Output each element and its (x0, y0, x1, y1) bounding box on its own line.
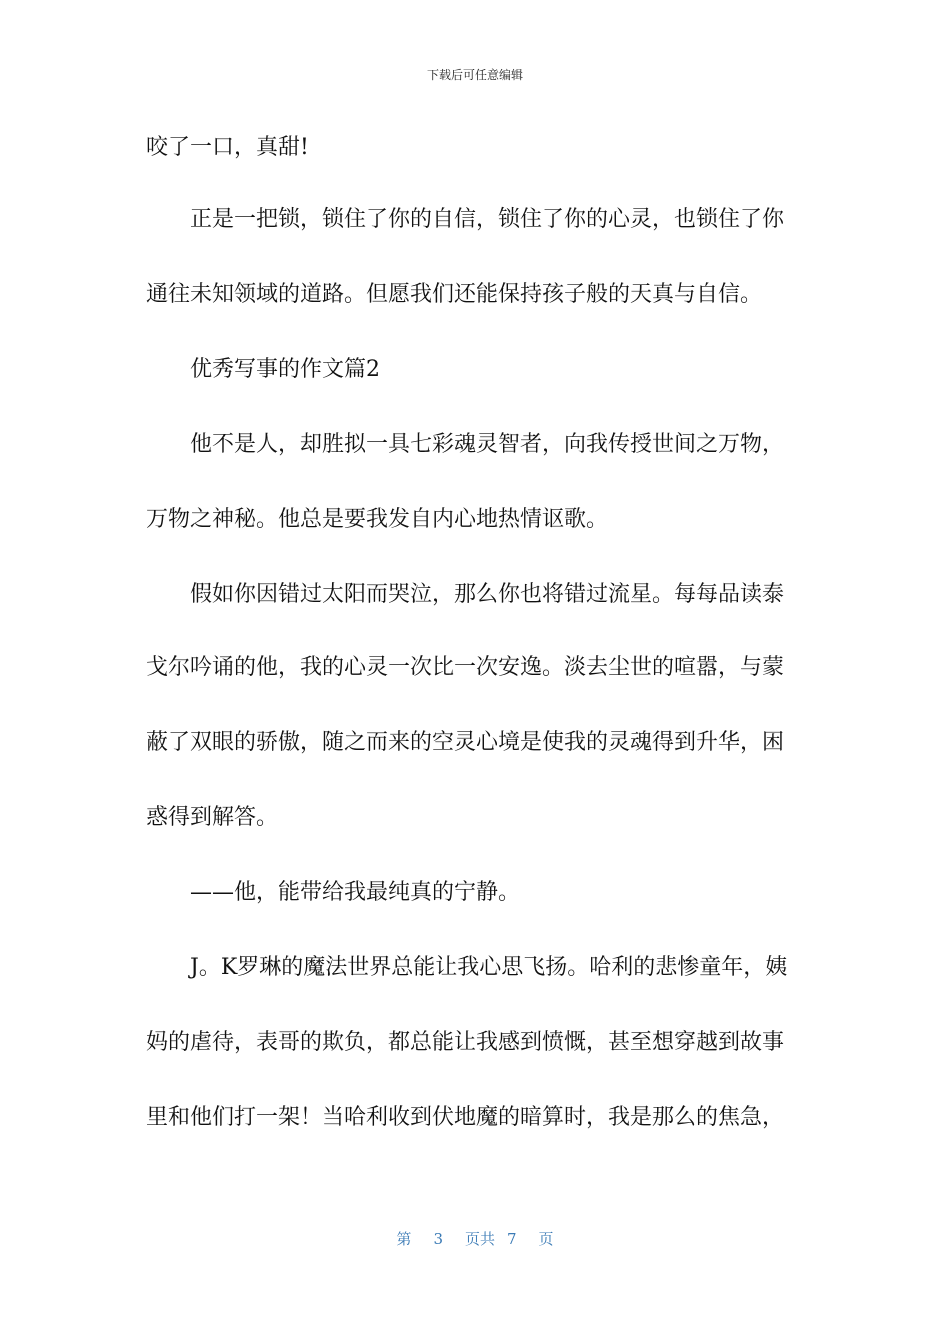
text-line-13: 妈的虐待，表哥的欺负，都总能让我感到愤慨，甚至想穿越到故事 (146, 1030, 785, 1055)
footer-current-page: 3 (433, 1230, 443, 1248)
text-line-3: 通往未知领域的道路。但愿我们还能保持孩子般的天真与自信。 (146, 282, 763, 307)
section-heading: 优秀写事的作文篇2 (190, 357, 380, 382)
text-line-6: 万物之神秘。他总是要我发自内心地热情讴歌。 (146, 507, 609, 532)
text-line-8: 戈尔吟诵的他，我的心灵一次比一次安逸。淡去尘世的喧嚣，与蒙 (146, 655, 785, 680)
footer-prefix: 第 (396, 1230, 412, 1248)
text-line-12: J。K罗琳的魔法世界总能让我心思飞扬。哈利的悲惨童年，姨 (190, 955, 788, 980)
text-line-11: ——他，能带给我最纯真的宁静。 (190, 880, 521, 905)
text-line-1: 咬了一口，真甜! (146, 135, 309, 160)
footer-suffix: 页 (538, 1230, 554, 1248)
text-line-7: 假如你因错过太阳而哭泣，那么你也将错过流星。每每品读泰 (190, 582, 785, 607)
text-line-9: 蔽了双眼的骄傲，随之而来的空灵心境是使我的灵魂得到升华，困 (146, 730, 785, 755)
footer-total-pages: 7 (507, 1230, 517, 1248)
text-line-5: 他不是人，却胜拟一具七彩魂灵智者，向我传授世间之万物， (190, 432, 785, 457)
text-line-10: 惑得到解答。 (146, 805, 279, 830)
footer-middle: 页共 (464, 1230, 495, 1248)
text-line-2: 正是一把锁，锁住了你的自信，锁住了你的心灵，也锁住了你 (190, 207, 785, 232)
page-footer (0, 1228, 950, 1249)
text-line-14: 里和他们打一架！当哈利收到伏地魔的暗算时，我是那么的焦急， (146, 1105, 785, 1130)
page-header: 下载后可任意编辑 (426, 68, 523, 82)
